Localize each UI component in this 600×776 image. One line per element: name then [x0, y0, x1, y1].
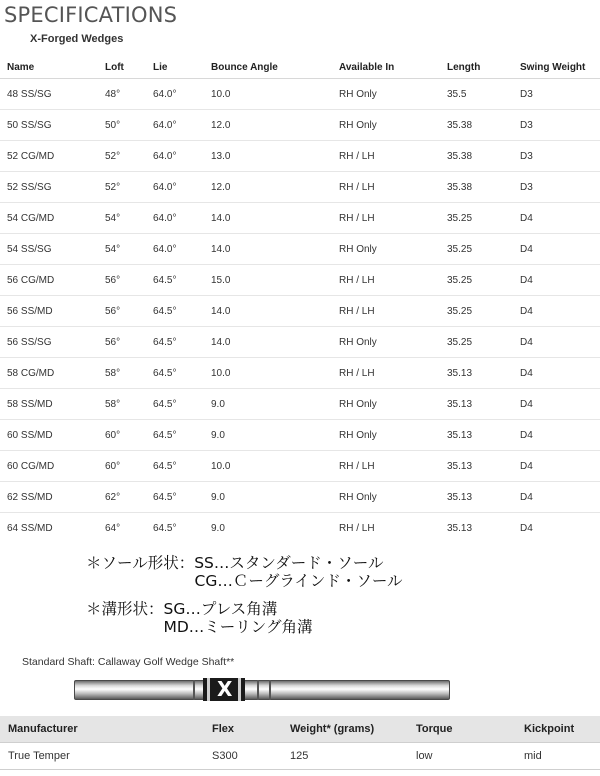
- cell-lie: 64.5°: [153, 389, 211, 420]
- cell-swing-weight: D3: [520, 79, 600, 110]
- cell-available-in: RH / LH: [339, 358, 447, 389]
- header-kickpoint: Kickpoint: [524, 716, 600, 743]
- header-available-in: Available In: [339, 56, 447, 79]
- cell-bounce-angle: 14.0: [211, 327, 339, 358]
- cell-lie: 64.0°: [153, 234, 211, 265]
- header-flex: Flex: [212, 716, 290, 743]
- cell-name: 54 SS/SG: [0, 234, 105, 265]
- cell-flex: S300: [212, 743, 290, 770]
- cell-available-in: RH Only: [339, 234, 447, 265]
- product-subtitle: X-Forged Wedges: [30, 33, 124, 45]
- cell-swing-weight: D4: [520, 513, 600, 544]
- cell-bounce-angle: 12.0: [211, 110, 339, 141]
- cell-bounce-angle: 9.0: [211, 389, 339, 420]
- cell-swing-weight: D3: [520, 172, 600, 203]
- cell-bounce-angle: 10.0: [211, 451, 339, 482]
- cell-lie: 64.5°: [153, 482, 211, 513]
- sole-note-line-2: CG…Ｃーグラインド・ソール: [86, 572, 403, 590]
- cell-manufacturer: True Temper: [0, 743, 212, 770]
- cell-length: 35.5: [447, 79, 520, 110]
- groove-note-line-1: ＊溝形状：SG…プレス角溝: [86, 600, 278, 618]
- cell-length: 35.38: [447, 110, 520, 141]
- shaft-header-row: [0, 716, 600, 743]
- cell-length: 35.13: [447, 513, 520, 544]
- cell-length: 35.25: [447, 203, 520, 234]
- spec-notes: [86, 554, 403, 636]
- spec-header-row: [0, 56, 600, 79]
- cell-name: 58 CG/MD: [0, 358, 105, 389]
- header-length: Length: [447, 56, 520, 79]
- header-weight: Weight* (grams): [290, 716, 416, 743]
- cell-available-in: RH / LH: [339, 172, 447, 203]
- cell-length: 35.25: [447, 327, 520, 358]
- table-row: [0, 79, 600, 110]
- cell-torque: low: [416, 743, 524, 770]
- cell-loft: 58°: [105, 358, 153, 389]
- cell-lie: 64.0°: [153, 141, 211, 172]
- cell-available-in: RH / LH: [339, 141, 447, 172]
- cell-name: 62 SS/MD: [0, 482, 105, 513]
- cell-swing-weight: D4: [520, 482, 600, 513]
- cell-swing-weight: D4: [520, 420, 600, 451]
- standard-shaft-label: Standard Shaft: Callaway Golf Wedge Shaft**: [22, 656, 235, 668]
- groove-note-line-2: MD…ミーリング角溝: [86, 618, 313, 636]
- cell-lie: 64.0°: [153, 172, 211, 203]
- table-row: [0, 513, 600, 544]
- cell-loft: 56°: [105, 296, 153, 327]
- cell-swing-weight: D4: [520, 265, 600, 296]
- cell-name: 56 SS/SG: [0, 327, 105, 358]
- cell-length: 35.25: [447, 265, 520, 296]
- cell-loft: 54°: [105, 234, 153, 265]
- cell-length: 35.13: [447, 420, 520, 451]
- table-row: [0, 141, 600, 172]
- spec-table-body: [0, 79, 600, 544]
- cell-available-in: RH / LH: [339, 451, 447, 482]
- table-row: [0, 451, 600, 482]
- header-name: Name: [0, 56, 105, 79]
- cell-swing-weight: D3: [520, 141, 600, 172]
- cell-swing-weight: D4: [520, 296, 600, 327]
- cell-available-in: RH Only: [339, 482, 447, 513]
- cell-loft: 56°: [105, 327, 153, 358]
- sole-note-line-1: ＊ソール形状：SS…スタンダード・ソール: [86, 554, 384, 572]
- cell-name: 48 SS/SG: [0, 79, 105, 110]
- cell-bounce-angle: 9.0: [211, 513, 339, 544]
- header-swing-weight: Swing Weight: [520, 56, 600, 79]
- cell-loft: 50°: [105, 110, 153, 141]
- cell-available-in: RH Only: [339, 327, 447, 358]
- table-row: [0, 265, 600, 296]
- cell-swing-weight: D4: [520, 327, 600, 358]
- cell-available-in: RH Only: [339, 110, 447, 141]
- cell-loft: 52°: [105, 172, 153, 203]
- cell-loft: 60°: [105, 451, 153, 482]
- page-title: SPECIFICATIONS: [4, 3, 178, 27]
- table-row: [0, 358, 600, 389]
- cell-lie: 64.0°: [153, 79, 211, 110]
- header-bounce-angle: Bounce Angle: [211, 56, 339, 79]
- table-row: [0, 420, 600, 451]
- cell-length: 35.25: [447, 296, 520, 327]
- cell-name: 56 SS/MD: [0, 296, 105, 327]
- cell-kickpoint: mid: [524, 743, 600, 770]
- table-row: [0, 296, 600, 327]
- cell-name: 60 CG/MD: [0, 451, 105, 482]
- cell-swing-weight: D4: [520, 358, 600, 389]
- cell-lie: 64.5°: [153, 358, 211, 389]
- cell-loft: 58°: [105, 389, 153, 420]
- cell-bounce-angle: 15.0: [211, 265, 339, 296]
- shaft-specs-table: [0, 716, 600, 770]
- cell-bounce-angle: 14.0: [211, 296, 339, 327]
- shaft-logo-mark: X: [217, 677, 233, 701]
- cell-name: 50 SS/SG: [0, 110, 105, 141]
- cell-name: 54 CG/MD: [0, 203, 105, 234]
- cell-lie: 64.5°: [153, 420, 211, 451]
- header-lie: Lie: [153, 56, 211, 79]
- cell-bounce-angle: 10.0: [211, 79, 339, 110]
- cell-bounce-angle: 14.0: [211, 234, 339, 265]
- table-row: [0, 389, 600, 420]
- cell-length: 35.13: [447, 358, 520, 389]
- cell-length: 35.25: [447, 234, 520, 265]
- cell-length: 35.38: [447, 141, 520, 172]
- cell-available-in: RH Only: [339, 79, 447, 110]
- cell-lie: 64.0°: [153, 203, 211, 234]
- shaft-logo: [203, 678, 245, 701]
- cell-loft: 48°: [105, 79, 153, 110]
- cell-available-in: RH / LH: [339, 265, 447, 296]
- cell-bounce-angle: 9.0: [211, 482, 339, 513]
- cell-name: 52 SS/SG: [0, 172, 105, 203]
- cell-swing-weight: D4: [520, 203, 600, 234]
- cell-available-in: RH / LH: [339, 513, 447, 544]
- cell-loft: 56°: [105, 265, 153, 296]
- table-row: [0, 203, 600, 234]
- cell-lie: 64.5°: [153, 451, 211, 482]
- cell-length: 35.38: [447, 172, 520, 203]
- cell-length: 35.13: [447, 389, 520, 420]
- cell-bounce-angle: 12.0: [211, 172, 339, 203]
- cell-length: 35.13: [447, 482, 520, 513]
- cell-available-in: RH Only: [339, 389, 447, 420]
- table-row: [0, 482, 600, 513]
- cell-swing-weight: D4: [520, 234, 600, 265]
- cell-lie: 64.5°: [153, 513, 211, 544]
- cell-loft: 62°: [105, 482, 153, 513]
- cell-loft: 64°: [105, 513, 153, 544]
- cell-swing-weight: D4: [520, 451, 600, 482]
- shaft-table-body: [0, 743, 600, 770]
- header-loft: Loft: [105, 56, 153, 79]
- table-row: [0, 110, 600, 141]
- cell-swing-weight: D4: [520, 389, 600, 420]
- cell-bounce-angle: 14.0: [211, 203, 339, 234]
- table-row: [0, 234, 600, 265]
- cell-lie: 64.5°: [153, 265, 211, 296]
- table-row: [0, 743, 600, 770]
- cell-swing-weight: D3: [520, 110, 600, 141]
- table-row: [0, 172, 600, 203]
- cell-loft: 52°: [105, 141, 153, 172]
- cell-name: 56 CG/MD: [0, 265, 105, 296]
- cell-bounce-angle: 13.0: [211, 141, 339, 172]
- specifications-table: [0, 56, 600, 543]
- cell-length: 35.13: [447, 451, 520, 482]
- cell-bounce-angle: 9.0: [211, 420, 339, 451]
- cell-name: 58 SS/MD: [0, 389, 105, 420]
- cell-lie: 64.5°: [153, 296, 211, 327]
- cell-loft: 60°: [105, 420, 153, 451]
- cell-weight: 125: [290, 743, 416, 770]
- shaft-image: [74, 677, 450, 701]
- cell-name: 52 CG/MD: [0, 141, 105, 172]
- header-manufacturer: Manufacturer: [0, 716, 212, 743]
- header-torque: Torque: [416, 716, 524, 743]
- cell-available-in: RH / LH: [339, 203, 447, 234]
- cell-available-in: RH / LH: [339, 296, 447, 327]
- cell-available-in: RH Only: [339, 420, 447, 451]
- cell-loft: 54°: [105, 203, 153, 234]
- cell-lie: 64.5°: [153, 327, 211, 358]
- cell-bounce-angle: 10.0: [211, 358, 339, 389]
- cell-lie: 64.0°: [153, 110, 211, 141]
- table-row: [0, 327, 600, 358]
- cell-name: 64 SS/MD: [0, 513, 105, 544]
- cell-name: 60 SS/MD: [0, 420, 105, 451]
